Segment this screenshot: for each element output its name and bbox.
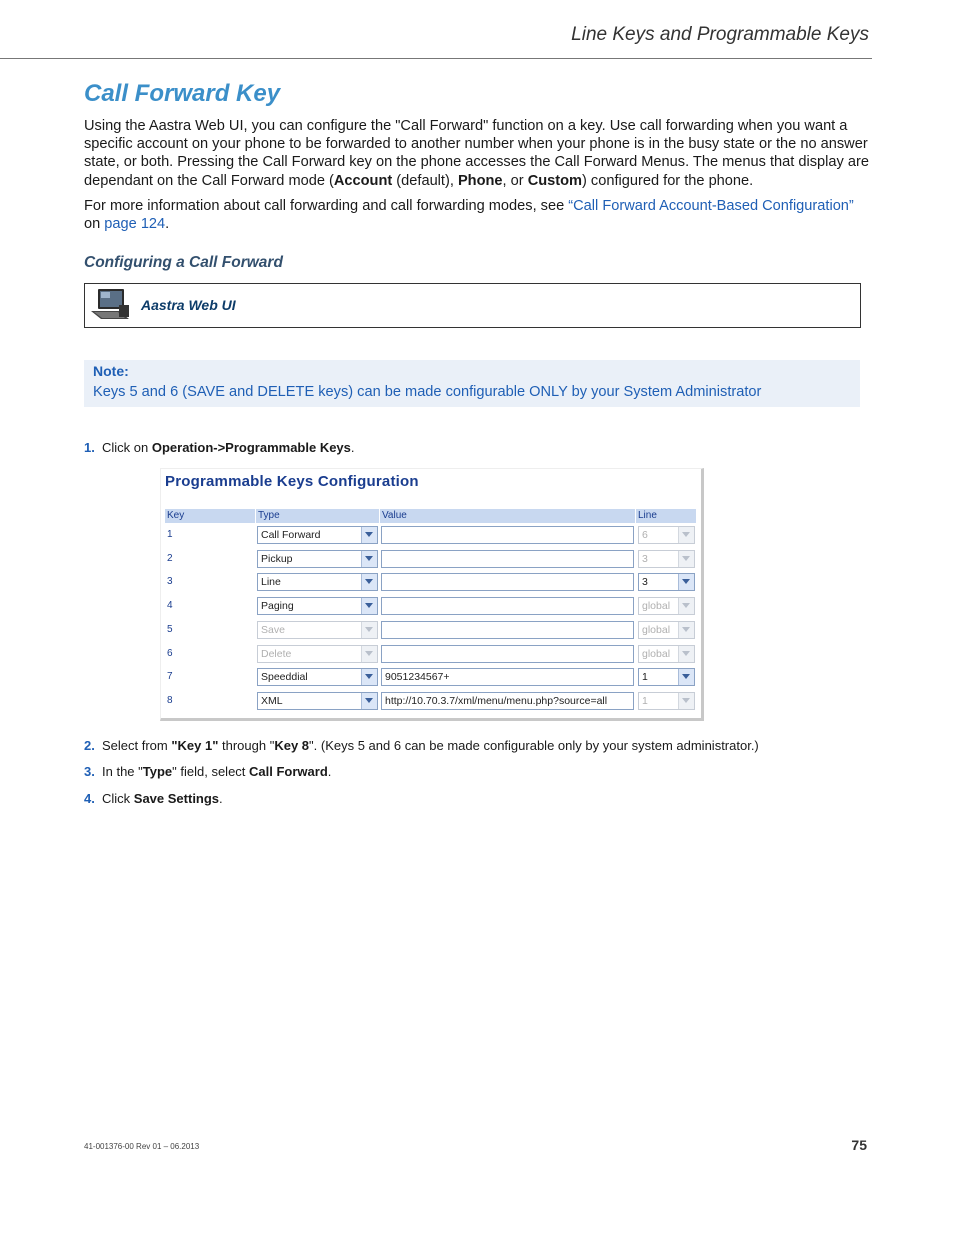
chevron-down-icon bbox=[361, 646, 377, 662]
step-3: 3. In the "Type" field, select Call Forward. bbox=[84, 764, 332, 779]
step-1: 1. Click on Operation->Programmable Keys. bbox=[84, 440, 355, 455]
section-heading: Configuring a Call Forward bbox=[84, 254, 283, 271]
computer-icon bbox=[89, 287, 131, 325]
type-select-value: Line bbox=[261, 576, 281, 588]
line-select[interactable] bbox=[638, 668, 695, 686]
row-key-label: 6 bbox=[167, 648, 173, 659]
chevron-down-icon bbox=[678, 693, 694, 709]
note-title: Note: bbox=[93, 363, 129, 379]
column-header-type: Type bbox=[256, 509, 379, 523]
line-select-value: global bbox=[642, 600, 671, 612]
chevron-down-icon bbox=[678, 551, 694, 567]
type-select-value: Paging bbox=[261, 600, 294, 612]
chevron-down-icon bbox=[678, 598, 694, 614]
value-input[interactable] bbox=[381, 526, 634, 544]
type-select bbox=[257, 645, 378, 663]
row-key-label: 1 bbox=[167, 529, 173, 540]
line-select bbox=[638, 526, 695, 544]
page-124-link[interactable]: page 124 bbox=[104, 216, 166, 233]
chevron-down-icon bbox=[678, 669, 694, 685]
chevron-down-icon bbox=[361, 598, 377, 614]
running-header: Line Keys and Programmable Keys bbox=[571, 24, 869, 45]
web-ui-banner bbox=[84, 283, 861, 328]
chevron-down-icon bbox=[361, 669, 377, 685]
row-key-label: 7 bbox=[167, 671, 173, 682]
type-select[interactable] bbox=[257, 550, 378, 568]
line-select-value: 1 bbox=[642, 695, 648, 707]
page-number: 75 bbox=[851, 1137, 867, 1153]
screenshot-title: Programmable Keys Configuration bbox=[165, 473, 419, 490]
type-select-value: Call Forward bbox=[261, 529, 321, 541]
more-info-paragraph: For more information about call forwarding and call forwarding modes, see “Call Forward Account-Based Configuration” on page 124. bbox=[84, 198, 854, 233]
value-input[interactable] bbox=[381, 645, 634, 663]
chevron-down-icon bbox=[361, 551, 377, 567]
line-select-value: 3 bbox=[642, 576, 648, 588]
type-select-value: Speeddial bbox=[261, 671, 308, 683]
line-select-value: 3 bbox=[642, 553, 648, 565]
note-box bbox=[84, 360, 860, 407]
column-header-key: Key bbox=[165, 509, 255, 523]
chevron-down-icon bbox=[678, 622, 694, 638]
type-select[interactable] bbox=[257, 526, 378, 544]
line-select bbox=[638, 692, 695, 710]
line-select bbox=[638, 621, 695, 639]
chevron-down-icon bbox=[361, 527, 377, 543]
call-forward-config-link[interactable]: “Call Forward Account-Based Configuration” bbox=[568, 198, 854, 214]
line-select[interactable] bbox=[638, 573, 695, 591]
value-input[interactable] bbox=[381, 597, 634, 615]
line-select-value: global bbox=[642, 648, 671, 660]
value-input[interactable] bbox=[381, 621, 634, 639]
page-title: Call Forward Key bbox=[84, 80, 281, 107]
type-select-value: Pickup bbox=[261, 553, 293, 565]
column-header-value: Value bbox=[380, 509, 635, 523]
chevron-down-icon bbox=[361, 574, 377, 590]
web-ui-label: Aastra Web UI bbox=[141, 297, 236, 313]
row-key-label: 3 bbox=[167, 576, 173, 587]
type-select-value: Delete bbox=[261, 648, 292, 660]
type-select[interactable] bbox=[257, 668, 378, 686]
type-select[interactable] bbox=[257, 573, 378, 591]
chevron-down-icon bbox=[678, 527, 694, 543]
type-select-value: XML bbox=[261, 695, 283, 707]
value-input[interactable] bbox=[381, 550, 634, 568]
type-select[interactable] bbox=[257, 692, 378, 710]
line-select-value: 6 bbox=[642, 529, 648, 541]
line-select-value: global bbox=[642, 624, 671, 636]
line-select-value: 1 bbox=[642, 671, 648, 683]
intro-paragraph: Using the Aastra Web UI, you can configure the "Call Forward" function on a key. Use call forwarding when you want a specific account on your phone to be forwarded to another number when your phone is in the busy state or the no answer state, or both. Pressing the Call Forward key on the phone accesses the Call Forward Menus. The menus that display are dependant on the Call Forward mode (Account (default), Phone, or Custom) configured for the phone. bbox=[84, 118, 869, 189]
row-key-label: 4 bbox=[167, 600, 173, 611]
value-input[interactable]: http://10.70.3.7/xml/menu/menu.php?source=all bbox=[381, 692, 634, 710]
line-select bbox=[638, 597, 695, 615]
row-key-label: 5 bbox=[167, 624, 173, 635]
step-4: 4. Click Save Settings. bbox=[84, 791, 223, 806]
line-select bbox=[638, 550, 695, 568]
chevron-down-icon bbox=[678, 574, 694, 590]
document-id: 41-001376-00 Rev 01 – 06.2013 bbox=[84, 1142, 200, 1151]
programmable-keys-screenshot bbox=[160, 468, 704, 721]
chevron-down-icon bbox=[361, 622, 377, 638]
chevron-down-icon bbox=[678, 646, 694, 662]
step-2: 2. Select from "Key 1" through "Key 8". (Keys 5 and 6 can be made configurable only by your system administrator.) bbox=[84, 738, 759, 753]
type-select[interactable] bbox=[257, 597, 378, 615]
value-input[interactable]: 9051234567+ bbox=[381, 668, 634, 686]
note-text: Keys 5 and 6 (SAVE and DELETE keys) can be made configurable ONLY by your System Administrator bbox=[93, 384, 762, 400]
row-key-label: 8 bbox=[167, 695, 173, 706]
chevron-down-icon bbox=[361, 693, 377, 709]
value-input[interactable] bbox=[381, 573, 634, 591]
line-select bbox=[638, 645, 695, 663]
type-select bbox=[257, 621, 378, 639]
row-key-label: 2 bbox=[167, 553, 173, 564]
column-header-line: Line bbox=[636, 509, 696, 523]
type-select-value: Save bbox=[261, 624, 285, 636]
header-rule bbox=[0, 58, 872, 59]
